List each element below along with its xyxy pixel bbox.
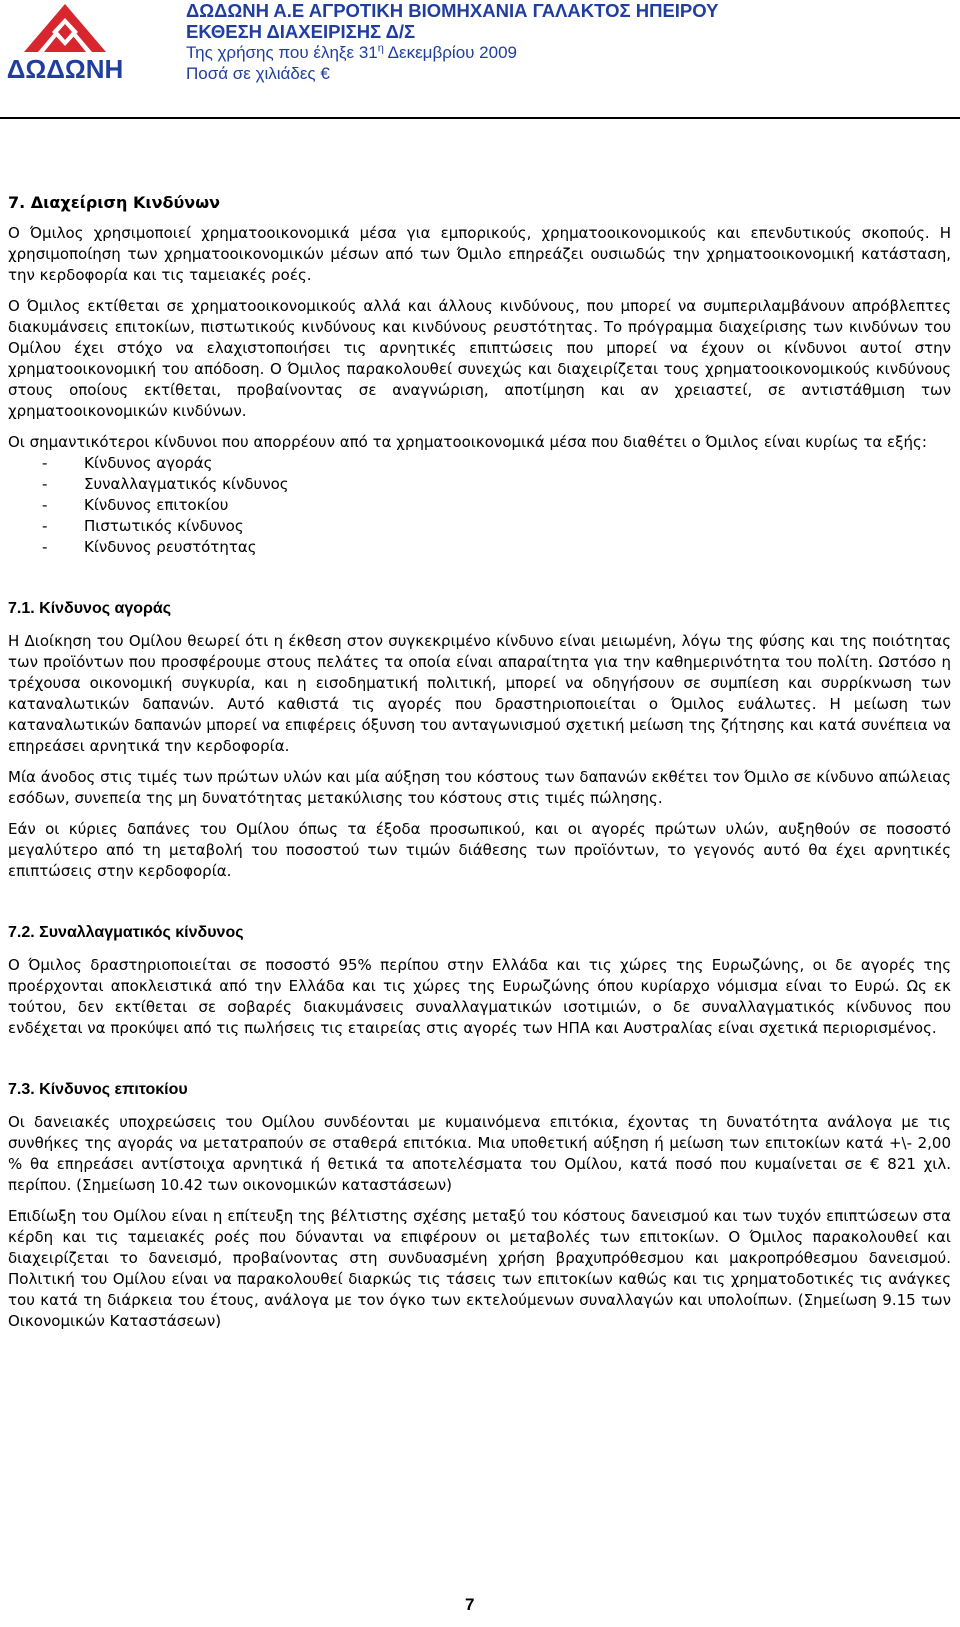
- paragraph: Μία άνοδος στις τιμές των πρώτων υλών και μία αύξηση του κόστους των δαπανών εκθέτει τον Όμιλο σε κίνδυνο απώλειας εσόδων, συνεπεία της μη δυνατότητας μετακύλισης του κόστους στις τιμές πώλησης.: [8, 768, 951, 807]
- header-divider: [0, 117, 960, 119]
- list-item: - Κίνδυνος αγοράς: [42, 454, 213, 472]
- reporting-period: Της χρήσης που έληξε $31^\eta$ Δεκεμβρίου 2009: [186, 42, 517, 62]
- paragraph: Οι δανειακές υποχρεώσεις του Ομίλου συνδέονται με κυμαινόμενα επιτόκια, έχοντας τη δυνατότητα ανάλογα με τις συνθήκες της αγοράς να μετατραπούν σε σταθερά επιτόκια. Μια υποθετική αύξηση ή μείωση των επιτοκίων κατά +\- 2,00 % θα επηρεάσει αντίστοιχα αρνητικά ή θετικά τα αποτελέσματα του Ομίλου, κατά ποσό που κυμαίνεται σε € 821 χιλ. περίπου. (Σημείωση 10.42 των οικονομικών καταστάσεων): [8, 1113, 951, 1194]
- paragraph: Η Διοίκηση του Ομίλου θεωρεί ότι η έκθεση στον συγκεκριμένο κίνδυνο είναι μειωμένη, λόγω της φύσης και της ποιότητας των προϊόντων που προσφέρουμε στους πελάτες τα οποία είναι απαραίτητα για την καθημερινότητα του πολίτη. Ωστόσο η τρέχουσα οικονομική συγκυρία, και η εισοδηματική πολιτική, μπορεί να οδηγήσουν σε συμπίεση και συρρίκνωση των καταναλωτικών δαπανών. Αυτό καθιστά τις αγορές που δραστηριοποιείται ο Όμιλος ευάλωτες. Η μείωση των καταναλωτικών δαπανών μπορεί να επιφέρεις όξυνση του ανταγωνισμού σχετική μείωση της ζήτησης και κατά συνέπεια να επηρεάσει αρνητικά την κερδοφορία.: [8, 632, 951, 755]
- list-item: - Κίνδυνος επιτοκίου: [42, 496, 229, 514]
- logo-wordmark: ΔΩΔΩΝΗ: [6, 54, 124, 84]
- page-header: [0, 0, 960, 120]
- paragraph: Ο Όμιλος δραστηριοποιείται σε ποσοστό 95% περίπου στην Ελλάδα και τις χώρες της Ευρωζώνης, οι δε αγορές της προέρχονται αποκλειστικά από την Ελλάδα και τις χώρες της Ευρωζώνης όπου κυρίαρχο νόμισμα είναι το Ευρώ. Ως εκ τούτου, δεν εκτίθεται σε σοβαρές διακυμάνσεις συναλλαγματικών ισοτιμιών, ο δε συναλλαγματικός κίνδυνος που ενδέχεται να προκύψει από τις πωλήσεις τις εταιρείας στις αγορές των ΗΠΑ και Αυστραλίας είναι σχετικά περιορισμένος.: [8, 956, 951, 1037]
- list-item: - Συναλλαγματικός κίνδυνος: [42, 475, 289, 493]
- subsection-heading: 7.3. Κίνδυνος επιτοκίου: [8, 1081, 188, 1098]
- currency-note: Ποσά σε χιλιάδες €: [186, 64, 330, 83]
- subsection-heading: 7.1. Κίνδυνος αγοράς: [8, 600, 172, 617]
- risk-list: [8, 453, 951, 558]
- paragraph: Ο Όμιλος εκτίθεται σε χρηματοοικονομικούς αλλά και άλλους κινδύνους, που μπορεί να συμπεριλαμβάνουν απρόβλεπτες διακυμάνσεις επιτοκίων, πιστωτικούς κινδύνους και κινδύνους ρευστότητας. Το πρόγραμμα διαχείρισης των κινδύνων του Ομίλου έχει στόχο να ελαχιστοποιήσει τις αρνητικές επιπτώσεις που μπορεί να έχουν οι κίνδυνοι αυτοί στην χρηματοοικονομική του απόδοση. Ο Όμιλος παρακολουθεί συνεχώς και διαχειρίζεται τους χρηματοοικονομικούς κινδύνους στους οποίους εκτίθεται, προβαίνοντας σε αναγνώριση, αποτίμηση και αν χρειαστεί, σε αντιστάθμιση των χρηματοοικονομικών κινδύνων.: [8, 297, 951, 420]
- document-body: [8, 192, 951, 1332]
- company-logo: [6, 2, 124, 82]
- section-heading: 7. Διαχείριση Κινδύνων: [8, 193, 220, 212]
- company-info: [186, 0, 718, 84]
- logo-emblem-icon: [6, 2, 124, 58]
- paragraph: Εάν οι κύριες δαπάνες του Ομίλου όπως τα έξοδα προσωπικού, και οι αγορές πρώτων υλών, αυξηθούν σε ποσοστό μεγαλύτερο από τη μεταβολή του ποσοστού των τιμών διάθεσης των προϊόντων, το γεγονός αυτό θα έχει αρνητικές επιπτώσεις στην κερδοφορία.: [8, 820, 951, 880]
- page-number: 7: [465, 1595, 475, 1614]
- subsection-heading: 7.2. Συναλλαγματικός κίνδυνος: [8, 924, 244, 941]
- list-item: - Πιστωτικός κίνδυνος: [42, 517, 244, 535]
- paragraph: Ο Όμιλος χρησιμοποιεί χρηματοοικονομικά μέσα για εμπορικούς, χρηματοοικονομικούς και επενδυτικούς σκοπούς. Η χρησιμοποίηση των χρηματοοικονομικών μέσων από των Όμιλο επηρεάζει ουσιωδώς την χρηματοοικονομική κατάσταση, την κερδοφορία και τις ταμειακές ροές.: [8, 224, 951, 284]
- paragraph: Οι σημαντικότεροι κίνδυνοι που απορρέουν από τα χρηματοοικονομικά μέσα που διαθέτει ο Όμιλος είναι κυρίως τα εξής:: [8, 433, 927, 451]
- list-item: - Κίνδυνος ρευστότητας: [42, 538, 257, 556]
- paragraph: Επιδίωξη του Ομίλου είναι η επίτευξη της βέλτιστης σχέσης μεταξύ του κόστους δανεισμού και των τυχόν επιπτώσεων στα κέρδη και τις ταμειακές ροές που δύνανται να επιφέρουν οι μεταβολές των επιτοκίων. Ο Όμιλος παρακολουθεί και διαχειρίζεται το δανεισμό, προβαίνοντας στη συνδυασμένη χρήση βραχυπρόθεσμου και μακροπρόθεσμου δανεισμού. Πολιτική του Ομίλου είναι να παρακολουθεί διαρκώς τις τάσεις των επιτοκίων καθώς και τις χρηματοδοτικές τις ανάγκες του κατά τη διάρκεια του έτους, ανάλογα με τον όγκο των εκτελούμενων συναλλαγών και υπολοίπων. (Σημείωση 9.15 των Οικονομικών Καταστάσεων): [8, 1207, 951, 1330]
- report-title: ΕΚΘΕΣΗ ΔΙΑΧΕΙΡΙΣΗΣ Δ/Σ: [186, 21, 416, 42]
- company-name: ΔΩΔΩΝΗ Α.Ε ΑΓΡΟΤΙΚΗ ΒΙΟΜΗΧΑΝΙΑ ΓΑΛΑΚΤΟΣ ΗΠΕΙΡΟΥ: [186, 0, 719, 21]
